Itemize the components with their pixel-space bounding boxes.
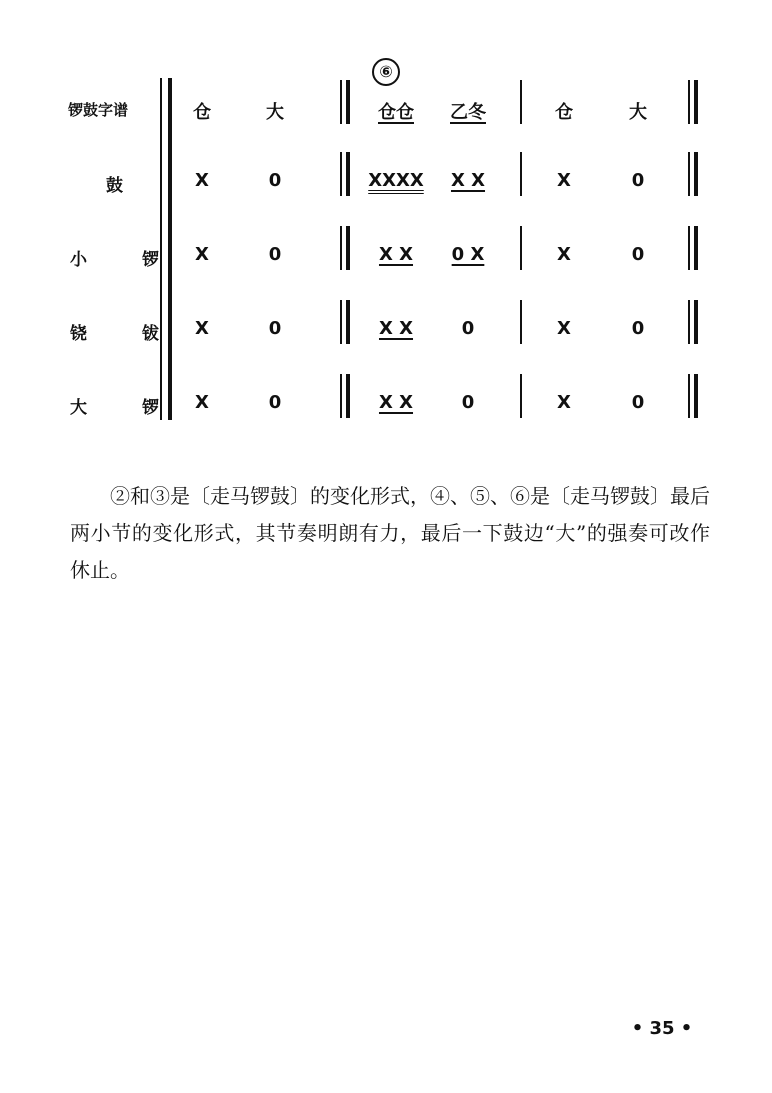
barline [520, 80, 522, 124]
score-cell: 仓 [193, 102, 211, 123]
score-cell: 乙冬 [450, 102, 486, 123]
double-barline [688, 152, 698, 196]
score-cell: 0 [461, 392, 475, 413]
score-cell: 0 [631, 244, 645, 265]
score-cell: XXXX [368, 170, 424, 191]
percussion-score [0, 0, 772, 430]
section-marker-six: ⑥ [372, 58, 400, 86]
barline [520, 226, 522, 270]
score-cell: 0 [631, 392, 645, 413]
score-cell: 0 [631, 170, 645, 191]
score-cell: 仓 [555, 102, 573, 123]
score-cell: X [557, 170, 571, 191]
double-barline [340, 152, 350, 196]
score-cell: 大 [629, 102, 647, 123]
explanatory-paragraph: ②和③是〔走马锣鼓〕的变化形式，④、⑤、⑥是〔走马锣鼓〕最后两小节的变化形式，其节奏明朗有力，最后一下鼓边“大”的强奏可改作休止。 [70, 484, 710, 582]
double-barline [340, 374, 350, 418]
barline [520, 152, 522, 196]
row-label-left: 小 [70, 250, 87, 270]
score-cell: 0 [268, 244, 282, 265]
score-cell: X X [378, 392, 414, 413]
double-barline [340, 300, 350, 344]
row-label-right: 鼓 [106, 176, 123, 196]
barline [520, 300, 522, 344]
score-cell: 大 [266, 102, 284, 123]
score-cell: X [195, 318, 209, 339]
score-cell: X [195, 170, 209, 191]
double-barline [688, 80, 698, 124]
row-label-left: 锣鼓字谱 [68, 101, 129, 119]
score-cell: X [557, 318, 571, 339]
double-barline [688, 374, 698, 418]
score-cell: 0 X [451, 244, 485, 265]
score-cell: 仓仓 [378, 102, 414, 123]
score-cell: X X [450, 170, 486, 191]
double-barline [340, 80, 350, 124]
double-barline [340, 226, 350, 270]
row-label-right: 锣 [142, 398, 159, 418]
barline [520, 374, 522, 418]
double-barline [688, 300, 698, 344]
score-cell: 0 [631, 318, 645, 339]
score-cell: X X [378, 244, 414, 265]
score-cell: X [195, 244, 209, 265]
double-barline [688, 226, 698, 270]
row-label-right: 钹 [142, 324, 159, 344]
score-cell: 0 [268, 318, 282, 339]
score-cell: 0 [268, 170, 282, 191]
score-cell: X X [378, 318, 414, 339]
score-cell: 0 [268, 392, 282, 413]
row-label-left: 铙 [70, 324, 87, 344]
score-cell: X [557, 392, 571, 413]
score-cell: X [195, 392, 209, 413]
score-cell: X [557, 244, 571, 265]
row-label-left: 大 [70, 398, 87, 418]
row-label-right: 锣 [142, 250, 159, 270]
page-number: • 35 • [631, 1018, 693, 1039]
score-cell: 0 [461, 318, 475, 339]
